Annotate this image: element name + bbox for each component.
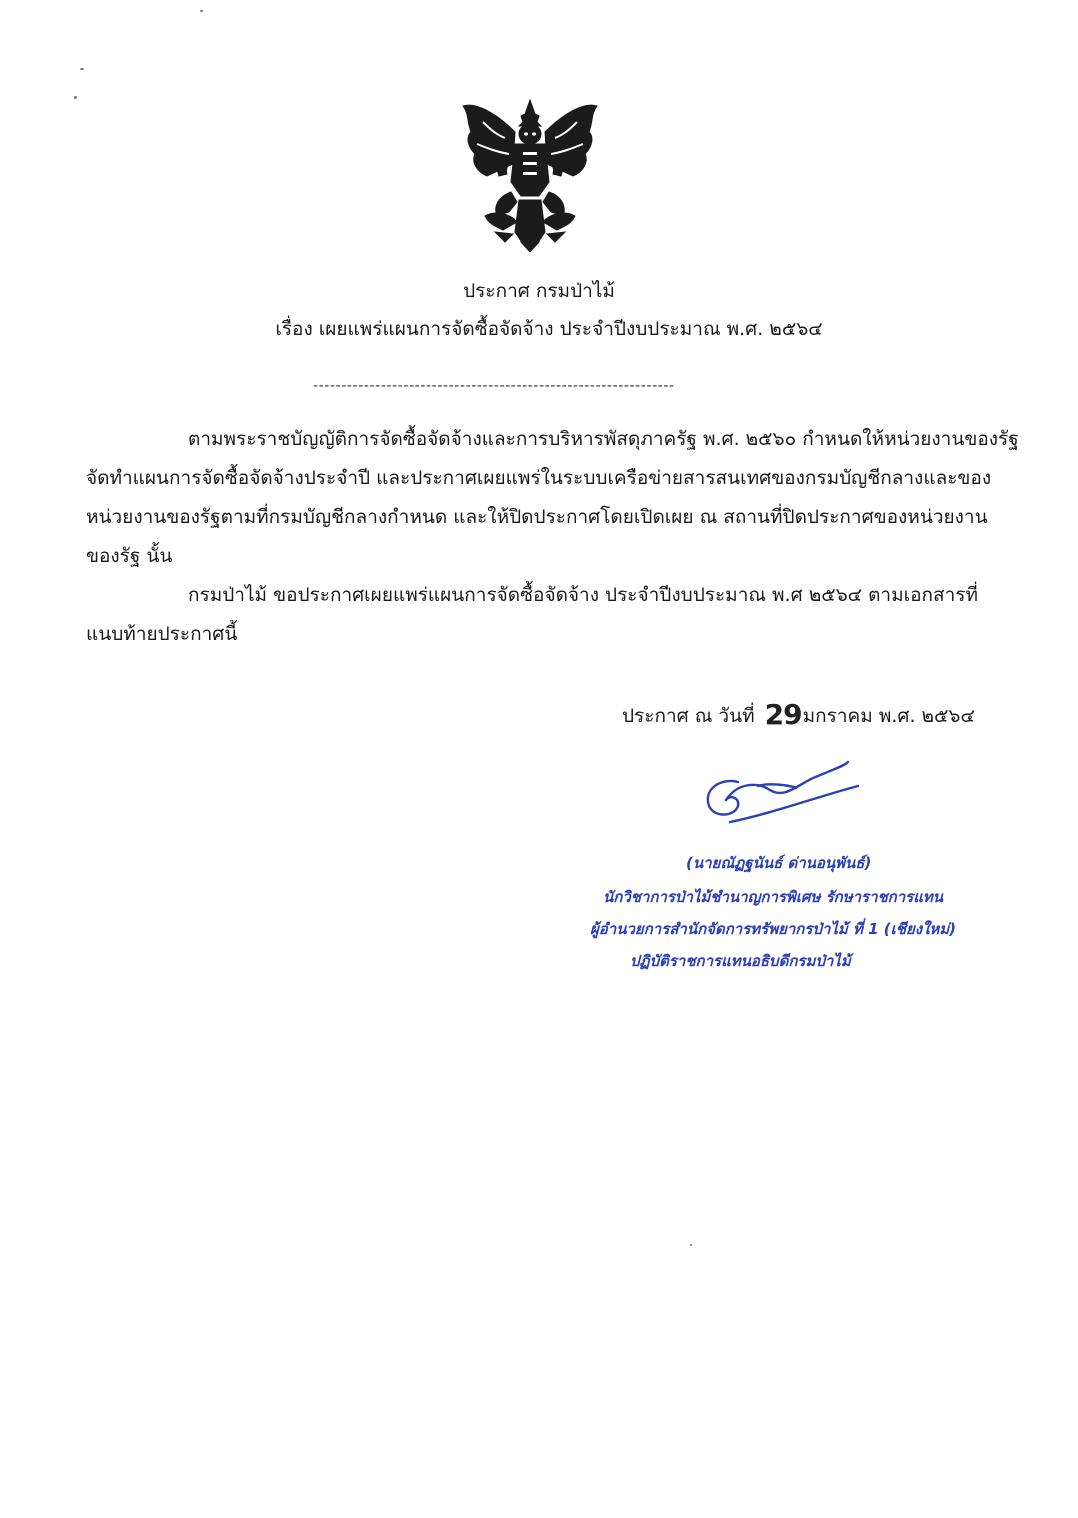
scan-speck (200, 10, 203, 12)
announcement-date (622, 698, 975, 731)
body-paragraph-1-line-1: ตามพระราชบัญญัติการจัดซื้อจัดจ้างและการบริหารพัสดุภาครัฐ พ.ศ. ๒๕๖๐ กำหนดให้หน่วยงานของรัฐ (188, 428, 1019, 450)
signatory-position-3: ปฏิบัติราชการแทนอธิบดีกรมป่าไม้ (630, 952, 851, 970)
body-paragraph-1-line-2: จัดทำแผนการจัดซื้อจัดจ้างประจำปี และประกาศเผยแพร่ในระบบเครือข่ายสารสนเทศของกรมบัญชีกลางและของ (86, 467, 992, 489)
announcement-subject: เรื่อง เผยแพร่แผนการจัดซื้อจัดจ้าง ประจำปีงบประมาณ พ.ศ. ๒๕๖๔ (275, 318, 823, 340)
scan-speck (690, 1244, 692, 1246)
body-paragraph-2-line-1: กรมป่าไม้ ขอประกาศเผยแพร่แผนการจัดซื้อจัดจ้าง ประจำปีงบประมาณ พ.ศ ๒๕๖๔ ตามเอกสารที่ (188, 584, 979, 606)
date-prefix: ประกาศ ณ วันที่ (622, 705, 755, 727)
signatory-position-1: นักวิชาการป่าไม้ชำนาญการพิเศษ รักษาราชการแทน (603, 888, 944, 906)
separator-line: ---------------------------------------------------------------- (313, 378, 675, 394)
signatory-name: (นายณัฏฐนันธ์ ด่านอนุพันธ์) (686, 854, 872, 872)
scan-speck (74, 96, 77, 99)
body-paragraph-1-line-4: ของรัฐ นั้น (86, 545, 173, 567)
handwritten-signature (700, 752, 870, 842)
date-day-stamp: 29 (764, 698, 802, 731)
date-month-year: มกราคม พ.ศ. ๒๕๖๔ (802, 705, 975, 727)
garuda-emblem-icon (455, 92, 605, 252)
body-paragraph-1-line-3: หน่วยงานของรัฐตามที่กรมบัญชีกลางกำหนด และให้ปิดประกาศโดยเปิดเผย ณ สถานที่ปิดประกาศของหน่วยงาน (86, 506, 988, 528)
announcement-title: ประกาศ กรมป่าไม้ (463, 280, 615, 302)
signatory-position-2: ผู้อำนวยการสำนักจัดการทรัพยากรป่าไม้ ที่ 1 (เชียงใหม่) (590, 920, 957, 938)
body-paragraph-2-line-2: แนบท้ายประกาศนี้ (86, 623, 238, 645)
scan-speck (80, 68, 84, 70)
